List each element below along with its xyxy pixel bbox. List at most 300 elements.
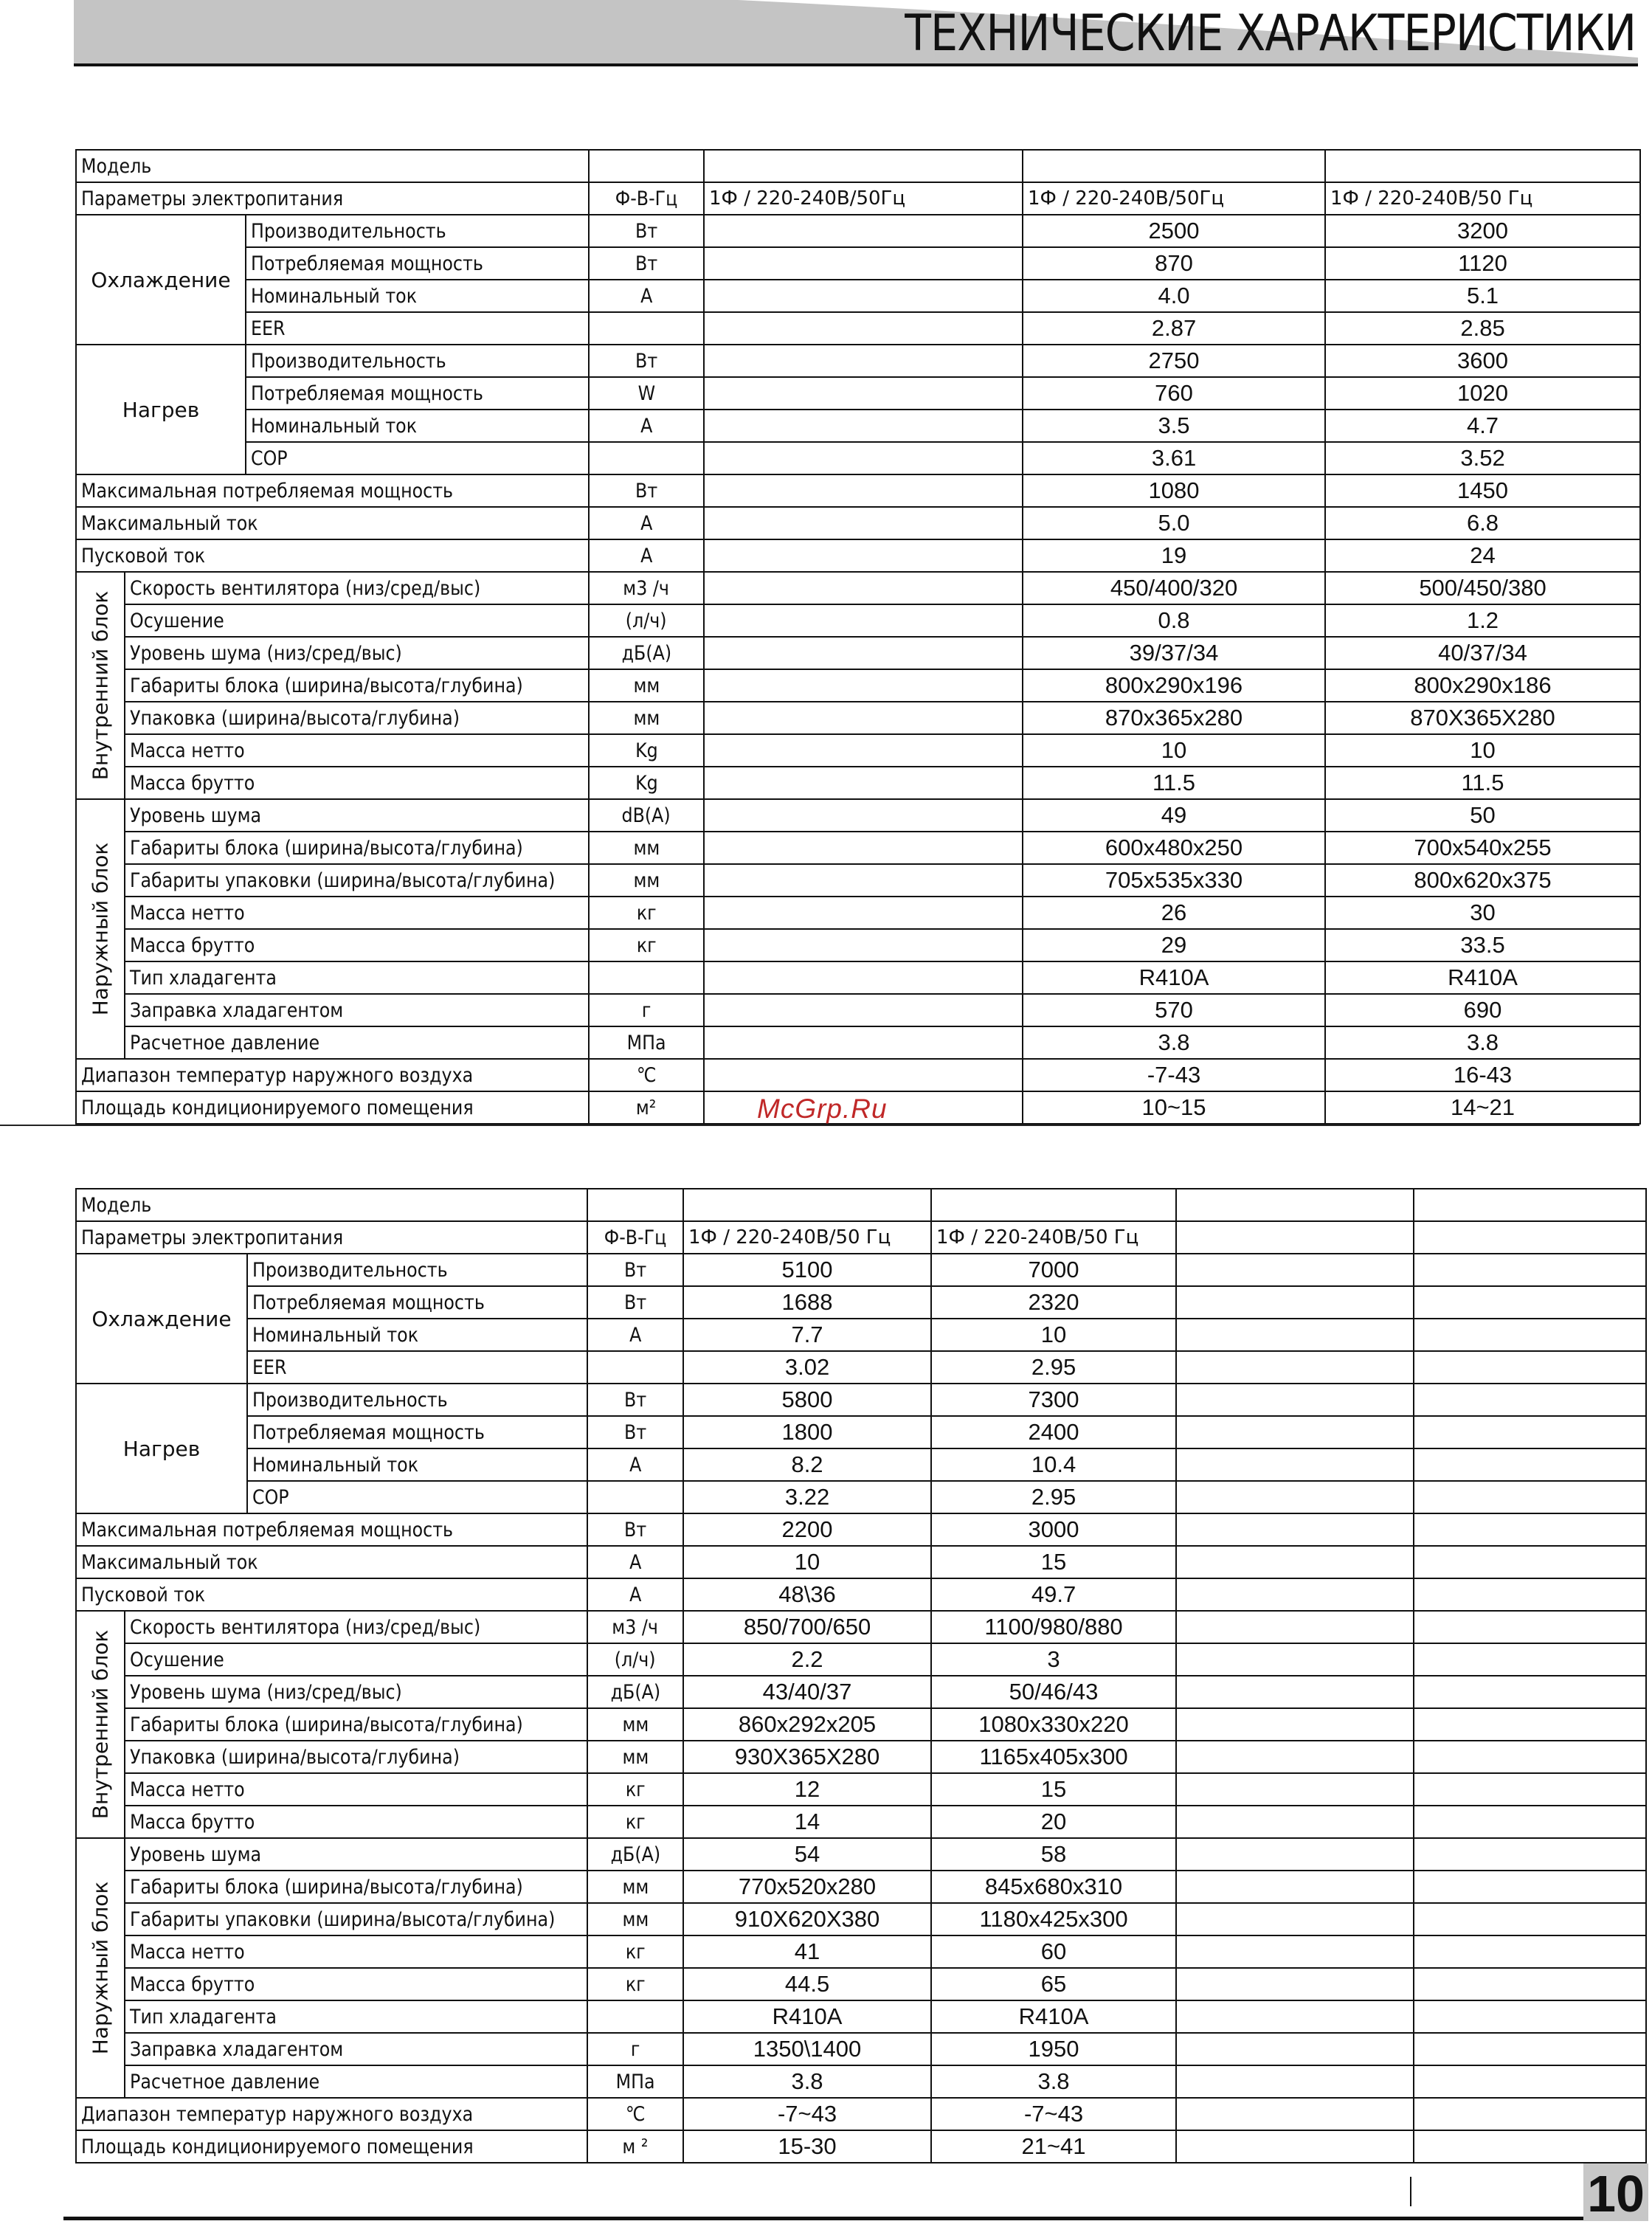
row-value: 49.7 — [931, 1578, 1176, 1611]
row-value — [1176, 1578, 1414, 1611]
row-value — [704, 280, 1023, 312]
table-row — [76, 1416, 1646, 1448]
row-unit-text: A — [629, 1550, 642, 1574]
outdoor-group-cell — [76, 799, 125, 1059]
row-value: 1080x330x220 — [931, 1708, 1176, 1741]
table-row — [76, 572, 1640, 604]
table-row — [76, 215, 1640, 247]
table-row — [76, 1254, 1646, 1286]
row-value: 3.5 — [1023, 410, 1325, 442]
table-row — [76, 1546, 1646, 1578]
row-value: 2.95 — [931, 1351, 1176, 1384]
row-value — [1414, 1968, 1646, 2000]
row-unit-text: МПа — [626, 1031, 666, 1054]
row-label-text: Потребляемая мощность — [252, 1291, 485, 1314]
row-unit — [587, 1578, 683, 1611]
row-value: 800x620x375 — [1325, 864, 1640, 897]
table-row — [76, 1935, 1646, 1968]
row-unit — [587, 1611, 683, 1643]
row-unit-text: мм — [633, 706, 660, 730]
row-label — [76, 2130, 587, 2163]
row-value: 15-30 — [683, 2130, 931, 2163]
row-label-text: Габариты блока (ширина/высота/глубина) — [130, 1875, 523, 1899]
indoor-group-label: Внутренний блок — [88, 1629, 113, 1820]
row-unit-text: кг — [636, 933, 657, 957]
row-label — [125, 929, 589, 961]
row-label-text: Масса брутто — [130, 1810, 255, 1834]
row-label — [125, 1643, 587, 1676]
row-unit — [587, 1416, 683, 1448]
row-value: 500/450/380 — [1325, 572, 1640, 604]
row-unit — [589, 312, 704, 345]
row-value: 690 — [1325, 994, 1640, 1026]
row-unit-text: мм — [622, 1907, 649, 1931]
table-row — [76, 1968, 1646, 2000]
row-label — [76, 1059, 589, 1091]
row-value: 49 — [1023, 799, 1325, 832]
row-value: 41 — [683, 1935, 931, 1968]
power-value: 1Ф / 220-240В/50 Гц — [1325, 182, 1640, 215]
row-unit-text: A — [629, 1323, 642, 1347]
row-value — [704, 442, 1023, 474]
row-label-text: Уровень шума — [130, 1843, 262, 1866]
footer-rule — [63, 2217, 1583, 2220]
row-value — [1414, 1351, 1646, 1384]
row-value — [1176, 1351, 1414, 1384]
row-unit — [589, 637, 704, 669]
table-row — [76, 799, 1640, 832]
row-label — [125, 994, 589, 1026]
row-label — [247, 1448, 587, 1481]
row-label-text: Пусковой ток — [81, 1583, 206, 1606]
row-unit-text: мм — [633, 674, 660, 697]
table-row — [76, 929, 1640, 961]
table-row — [76, 539, 1640, 572]
row-value — [1176, 2000, 1414, 2033]
cooling-group-label: Охлаждение — [76, 1254, 247, 1384]
table-row — [76, 637, 1640, 669]
row-value: 50/46/43 — [931, 1676, 1176, 1708]
row-value — [1414, 1384, 1646, 1416]
row-unit — [587, 2033, 683, 2065]
row-value — [1414, 1416, 1646, 1448]
row-unit — [589, 799, 704, 832]
model-label — [76, 150, 589, 182]
row-value: 1100/980/880 — [931, 1611, 1176, 1643]
table-row — [76, 507, 1640, 539]
row-unit-text: мм — [622, 1745, 649, 1769]
cooling-group-label: Охлаждение — [76, 215, 246, 345]
row-value: 2500 — [1023, 215, 1325, 247]
table-row — [76, 1351, 1646, 1384]
row-value — [704, 734, 1023, 767]
row-label-text: Габариты блока (ширина/высота/глубина) — [130, 1713, 523, 1736]
row-unit — [587, 1871, 683, 1903]
header-rule — [74, 63, 1638, 66]
row-value: 3.8 — [931, 2065, 1176, 2098]
row-value — [1414, 1448, 1646, 1481]
row-value — [704, 994, 1023, 1026]
table-row — [76, 734, 1640, 767]
row-value — [704, 345, 1023, 377]
row-value — [1414, 2033, 1646, 2065]
row-unit — [589, 1026, 704, 1059]
power-unit-text: Ф-В-Гц — [615, 187, 678, 210]
row-label-text: COP — [251, 446, 288, 470]
row-value: 50 — [1325, 799, 1640, 832]
row-unit — [587, 2098, 683, 2130]
row-value — [704, 572, 1023, 604]
row-value: 1165x405x300 — [931, 1741, 1176, 1773]
model-unit-cell — [589, 150, 704, 182]
row-value: 1080 — [1023, 474, 1325, 507]
row-value: 40/37/34 — [1325, 637, 1640, 669]
row-unit — [587, 1481, 683, 1513]
power-value: 1Ф / 220-240В/50Гц — [1023, 182, 1325, 215]
indoor-group-label: Внутренний блок — [88, 590, 113, 781]
row-value — [1176, 1968, 1414, 2000]
row-value — [1414, 1254, 1646, 1286]
row-value: 44.5 — [683, 1968, 931, 2000]
row-value: 21~41 — [931, 2130, 1176, 2163]
row-value — [1414, 2065, 1646, 2098]
row-value: 800x290x196 — [1023, 669, 1325, 702]
row-label-text: Тип хладагента — [130, 2005, 277, 2028]
row-label — [125, 637, 589, 669]
table-row — [76, 1611, 1646, 1643]
model-value — [931, 1189, 1176, 1221]
row-unit-text: A — [640, 544, 653, 567]
power-label — [76, 1221, 587, 1254]
row-label — [76, 539, 589, 572]
row-label-text: Уровень шума (низ/сред/выс) — [130, 1680, 402, 1704]
row-value — [704, 864, 1023, 897]
row-value — [1176, 2065, 1414, 2098]
power-value: 1Ф / 220-240В/50 Гц — [683, 1221, 931, 1254]
table-row — [76, 377, 1640, 410]
row-value — [704, 961, 1023, 994]
row-value: 15 — [931, 1546, 1176, 1578]
row-value: 850/700/650 — [683, 1611, 931, 1643]
row-value: 1800 — [683, 1416, 931, 1448]
row-value: 705x535x330 — [1023, 864, 1325, 897]
row-value — [704, 604, 1023, 637]
table-row — [76, 442, 1640, 474]
row-label-text: Максимальная потребляемая мощность — [81, 1518, 454, 1541]
row-label — [125, 1968, 587, 2000]
row-value: 700x540x255 — [1325, 832, 1640, 864]
row-unit — [589, 377, 704, 410]
row-unit — [589, 864, 704, 897]
power-row — [76, 1221, 1646, 1254]
row-value: 3.8 — [1023, 1026, 1325, 1059]
row-label — [76, 2098, 587, 2130]
row-value: 5.1 — [1325, 280, 1640, 312]
row-unit-text: Вт — [635, 252, 658, 275]
power-label — [76, 182, 589, 215]
row-unit-text: Вт — [623, 1518, 647, 1541]
row-label — [125, 604, 589, 637]
row-label-text: Масса брутто — [130, 771, 255, 795]
row-unit-text: дБ(A) — [621, 641, 671, 665]
row-unit — [589, 994, 704, 1026]
row-label — [125, 1676, 587, 1708]
table-row — [76, 1026, 1640, 1059]
row-unit-text: г — [630, 2037, 640, 2061]
indoor-group-cell — [76, 572, 125, 799]
table-separator — [0, 1125, 1639, 1126]
table-row — [76, 1838, 1646, 1871]
row-value — [1176, 1871, 1414, 1903]
table-row — [76, 1806, 1646, 1838]
row-value: 10 — [931, 1319, 1176, 1351]
row-label-text: Максимальный ток — [81, 511, 258, 535]
spec-table-1 — [75, 149, 1641, 1125]
row-unit — [587, 1448, 683, 1481]
row-value — [1176, 1546, 1414, 1578]
table-row — [76, 474, 1640, 507]
row-unit — [587, 1513, 683, 1546]
row-value: 16-43 — [1325, 1059, 1640, 1091]
model-label-text: Модель — [81, 154, 152, 178]
row-unit-text: м² — [636, 1096, 657, 1119]
row-unit — [589, 345, 704, 377]
row-value: 19 — [1023, 539, 1325, 572]
outdoor-group-cell — [76, 1838, 125, 2098]
row-value: 54 — [683, 1838, 931, 1871]
row-unit — [587, 1319, 683, 1351]
row-label — [247, 1481, 587, 1513]
row-label — [125, 1935, 587, 1968]
row-label-text: Расчетное давление — [130, 1031, 320, 1054]
table-row — [76, 1676, 1646, 1708]
row-unit-text: МПа — [615, 2070, 655, 2093]
row-unit-text: (л/ч) — [615, 1648, 656, 1671]
row-value: 6.8 — [1325, 507, 1640, 539]
row-unit — [589, 897, 704, 929]
row-value — [704, 474, 1023, 507]
row-label-text: Скорость вентилятора (низ/сред/выс) — [130, 1615, 481, 1639]
row-value — [1176, 1708, 1414, 1741]
row-value — [704, 507, 1023, 539]
row-label-text: Осушение — [130, 609, 224, 632]
row-value: 20 — [931, 1806, 1176, 1838]
row-label — [125, 1773, 587, 1806]
row-label-text: COP — [252, 1485, 289, 1509]
row-value: 5800 — [683, 1384, 931, 1416]
power-label-text: Параметры электропитания — [81, 1226, 344, 1249]
row-value: 11.5 — [1325, 767, 1640, 799]
row-value — [1414, 1773, 1646, 1806]
row-value — [704, 929, 1023, 961]
row-label — [247, 1286, 587, 1319]
row-unit — [589, 474, 704, 507]
table-row — [76, 1871, 1646, 1903]
table-row — [76, 2033, 1646, 2065]
row-label — [125, 572, 589, 604]
table-row — [76, 832, 1640, 864]
heating-group-label: Нагрев — [76, 1384, 247, 1513]
row-label-text: EER — [251, 317, 286, 340]
row-label — [76, 1546, 587, 1578]
row-value — [1176, 1611, 1414, 1643]
row-value — [1414, 1578, 1646, 1611]
row-label — [125, 864, 589, 897]
row-value — [704, 669, 1023, 702]
row-label — [125, 2065, 587, 2098]
model-value — [1325, 150, 1640, 182]
row-label — [246, 345, 589, 377]
row-value: 8.2 — [683, 1448, 931, 1481]
row-value — [704, 1059, 1023, 1091]
row-unit-text: г — [641, 998, 652, 1022]
row-value: 39/37/34 — [1023, 637, 1325, 669]
row-label-text: Номинальный ток — [252, 1453, 419, 1477]
power-value: 1Ф / 220-240В/50 Гц — [931, 1221, 1176, 1254]
row-value — [1176, 1416, 1414, 1448]
row-value: 870x365x280 — [1023, 702, 1325, 734]
row-label-text: Масса нетто — [130, 739, 245, 762]
row-unit — [589, 539, 704, 572]
row-unit — [589, 702, 704, 734]
row-label-text: Потребляемая мощность — [252, 1420, 485, 1444]
row-label-text: Площадь кондиционируемого помещения — [81, 1096, 474, 1119]
row-label — [76, 1578, 587, 1611]
power-row — [76, 182, 1640, 215]
row-value: 14 — [683, 1806, 931, 1838]
page-number-box — [1583, 2163, 1648, 2221]
power-value — [1414, 1221, 1646, 1254]
row-unit — [589, 669, 704, 702]
row-value: 1688 — [683, 1286, 931, 1319]
row-value — [1176, 1676, 1414, 1708]
row-value: 1020 — [1325, 377, 1640, 410]
row-label — [125, 799, 589, 832]
table-row — [76, 1481, 1646, 1513]
row-unit-text: Вт — [635, 479, 658, 503]
row-value — [1176, 1448, 1414, 1481]
row-value: 3.02 — [683, 1351, 931, 1384]
row-value: 3.8 — [1325, 1026, 1640, 1059]
row-value: 1350\1400 — [683, 2033, 931, 2065]
row-value: 10.4 — [931, 1448, 1176, 1481]
page-title: ТЕХНИЧЕСКИЕ ХАРАКТЕРИСТИКИ — [905, 4, 1636, 63]
row-label — [246, 377, 589, 410]
page-number: 10 — [1587, 2165, 1645, 2223]
row-label-text: Масса нетто — [130, 1940, 245, 1964]
row-value: R410A — [931, 2000, 1176, 2033]
row-label-text: Диапазон температур наружного воздуха — [81, 1063, 474, 1087]
row-label — [125, 767, 589, 799]
row-value: 4.7 — [1325, 410, 1640, 442]
row-unit — [589, 961, 704, 994]
row-label — [247, 1384, 587, 1416]
row-unit-text: Kg — [635, 771, 658, 795]
row-label — [246, 247, 589, 280]
table-row — [76, 1286, 1646, 1319]
row-value — [704, 832, 1023, 864]
row-unit-text: (л/ч) — [626, 609, 667, 632]
row-value: 3 — [931, 1643, 1176, 1676]
table-row — [76, 864, 1640, 897]
row-unit — [587, 1806, 683, 1838]
row-label — [247, 1416, 587, 1448]
row-value — [704, 1026, 1023, 1059]
row-value: 29 — [1023, 929, 1325, 961]
row-label — [246, 410, 589, 442]
row-value — [704, 767, 1023, 799]
row-unit — [587, 1351, 683, 1384]
row-label-text: Заправка хладагентом — [130, 998, 344, 1022]
row-value: 930X365X280 — [683, 1741, 931, 1773]
table-row — [76, 1059, 1640, 1091]
row-unit — [589, 1059, 704, 1091]
row-label — [246, 215, 589, 247]
row-value: 770x520x280 — [683, 1871, 931, 1903]
row-value: 3.8 — [683, 2065, 931, 2098]
row-value — [1176, 1513, 1414, 1546]
row-label — [125, 897, 589, 929]
row-value: 1.2 — [1325, 604, 1640, 637]
row-unit — [587, 1546, 683, 1578]
row-label-text: Производительность — [252, 1258, 448, 1282]
row-label — [247, 1351, 587, 1384]
row-value — [1176, 1838, 1414, 1871]
table-row — [76, 410, 1640, 442]
row-unit-text: ℃ — [636, 1063, 657, 1087]
row-value: 4.0 — [1023, 280, 1325, 312]
table-row — [76, 767, 1640, 799]
table-row — [76, 247, 1640, 280]
model-value — [1176, 1189, 1414, 1221]
table-row — [76, 312, 1640, 345]
row-value: 5100 — [683, 1254, 931, 1286]
row-value: -7~43 — [931, 2098, 1176, 2130]
row-unit-text: Вт — [635, 349, 658, 373]
row-value: 3.61 — [1023, 442, 1325, 474]
row-label-text: Номинальный ток — [251, 284, 418, 308]
row-value — [1414, 1838, 1646, 1871]
row-value: 12 — [683, 1773, 931, 1806]
row-value: 15 — [931, 1773, 1176, 1806]
row-label — [125, 1838, 587, 1871]
row-unit — [589, 734, 704, 767]
row-value: 600x480x250 — [1023, 832, 1325, 864]
row-label — [125, 2033, 587, 2065]
row-value — [704, 799, 1023, 832]
row-unit — [587, 1935, 683, 1968]
row-label-text: Упаковка (ширина/высота/глубина) — [130, 706, 460, 730]
power-value — [1176, 1221, 1414, 1254]
row-value — [1176, 1903, 1414, 1935]
row-value: -7-43 — [1023, 1059, 1325, 1091]
row-value: 910X620X380 — [683, 1903, 931, 1935]
row-label-text: Диапазон температур наружного воздуха — [81, 2102, 474, 2126]
row-value: 33.5 — [1325, 929, 1640, 961]
table-row — [76, 961, 1640, 994]
row-unit-text: дБ(A) — [610, 1680, 660, 1704]
power-unit — [589, 182, 704, 215]
table-row — [76, 669, 1640, 702]
row-label — [125, 832, 589, 864]
row-value — [1414, 1643, 1646, 1676]
row-value: 1450 — [1325, 474, 1640, 507]
row-label-text: Габариты блока (ширина/высота/глубина) — [130, 674, 523, 697]
row-unit — [587, 1773, 683, 1806]
row-value: R410A — [1023, 961, 1325, 994]
row-value: 3000 — [931, 1513, 1176, 1546]
table-row — [76, 1773, 1646, 1806]
